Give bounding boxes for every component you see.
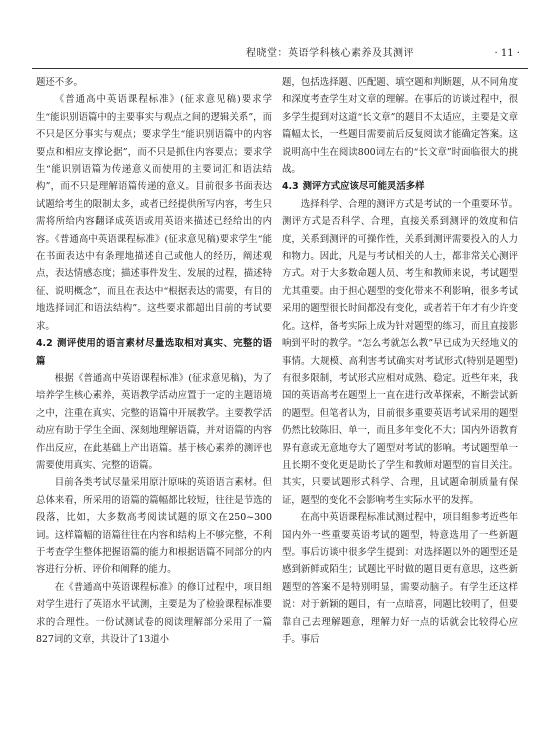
section-title: 测评使用的语言素材尽量选取相对真实、完整的语篇 (36, 338, 272, 367)
running-title: 程晓堂：英语学科核心素养及其测评 (246, 48, 414, 59)
running-header (0, 0, 556, 60)
body-paragraph: 题，包括选择题、匹配题、填空题和判断题，从不同角度和深度考查学生对文章的理解。在事后的访谈过程中，很多学生提到对这道“长文章”的题目不太适应，主要是文章篇幅太长，一些题目需要前后反复阅读才能确定答案。这说明高中生在阅读800词左右的“长文章”时面临很大的挑战。 (282, 77, 518, 176)
section-number: 4.3 (282, 181, 299, 193)
body-paragraph: 《普通高中英语课程标准》(征求意见稿)要求学生“能识别语篇中的主要事实与观点之间的逻辑关系”，而不只是区分事实与观点；要求学生“能识别语篇中的内容要点和相应支撑论据”，而不只是抓住内容要点；要求学生“能识别语篇为传递意义而使用的主要词汇和语法结构”，而不只是理解语篇传递的意义。目前很多书面表达试题给考生的限制太多，或者已经提供所写内容，考生只需将所给内容翻译成英语或用英语来描述已经给出的内容。《普通高中英语课程标准》(征求意见稿)要求学生“能在书面表达中有条理地描述自己或他人的经历，阐述观点，表达情感态度；描述事件发生、发展的过程，描述特征、说明概念”，而且在表达中“根据表达的需要，有目的地选择词汇和语法结构”。这些要求都超出目前的考试要求。 (36, 94, 272, 332)
body-paragraph: 目前各类考试尽量采用原汁原味的英语语言素材。但总体来看，所采用的语篇的篇幅都比较短，往往是节选的段落，比如，大多数高考阅读试题的原文在250~300词。这样篇幅的语篇往往在内容和结构上不够完整，不利于考查学生整体把握语篇的能力和根据语篇不同部分的内容进行分析、评价和阐释的能力。 (36, 477, 272, 576)
section-heading (282, 178, 518, 195)
page-number: · 11 · (494, 48, 520, 59)
body-paragraph: 根据《普通高中英语课程标准》(征求意见稿)，为了培养学生核心素养，英语教学活动应置于一定的主题语境之中，注重在真实、完整的语篇中开展教学。主要教学活动应有助于学生全面、深刻地理解语篇，并对语篇的内容作出反应，在此基础上产出语篇。基于核心素养的测评也需要使用真实、完整的语篇。 (36, 372, 272, 471)
section-heading (36, 335, 272, 370)
section-number: 4.2 (36, 338, 53, 350)
body-paragraph: 在《普通高中英语课程标准》的修订过程中，项目组对学生进行了英语水平试测，主要是为了检验课程标准要求的合理性。一份试测试卷的阅读理解部分采用了一篇827词的文章，共设计了13道小 (36, 581, 272, 645)
right-column (282, 74, 518, 648)
left-column (36, 74, 272, 648)
body-paragraph: 在高中英语课程标准试测过程中，项目组参考近些年国内外一些重要英语考试的题型，特意选用了一些新题型。事后访谈中很多学生提到：对选择题以外的题型还是感到新鲜或陌生；试题比平时做的题目更有意思，这些新题型的答案不是特别明显，需要动脑子。有学生还这样说：对于新颖的题目，有一点暗喜，同题比较明了，但要靠自己去理解题意，理解力好一点的话就会比较得心应手。事后 (282, 512, 518, 645)
body-paragraph: 选择科学、合理的测评方式是考试的一个重要环节。测评方式是否科学、合理，直接关系到测评的效度和信度，关系到测评的可操作性，关系到测评需要投入的人力和物力。因此，凡是与考试相关的人士，都非常关心测评方式。对于大多数命题人员、考生和教师来说，考试题型尤其重要。由于担心题型的变化带来不利影响，很多考试采用的题型很长时间都没有变化，或者若干年才有少许变化。这样，备考实际上成为针对题型的练习，而且直接影响到平时的教学。“怎么考就怎么教”早已成为天经地义的事情。大规模、高利害考试确实对考试形式(特别是题型)有很多限制，考试形式应相对成熟、稳定。近些年来，我国的英语高考在题型上一直在进行改革探索，不断尝试新的题型。但笔者认为，目前很多重要英语考试采用的题型仍然比较陈旧、单一，而且多年变化不大；国内外语教育界有意或无意地夸大了题型对考试的影响。考试题型单一且长期不变化更是助长了学生和教师对题型的盲目关注。其实，只要试题形式科学、合理，且试题命制质量有保证，题型的变化不会影响考生实际水平的发挥。 (282, 198, 518, 506)
header-rule (32, 68, 528, 69)
body-paragraph: 题还不多。 (36, 77, 83, 88)
section-title: 测评方式应该尽可能灵活多样 (302, 181, 425, 193)
